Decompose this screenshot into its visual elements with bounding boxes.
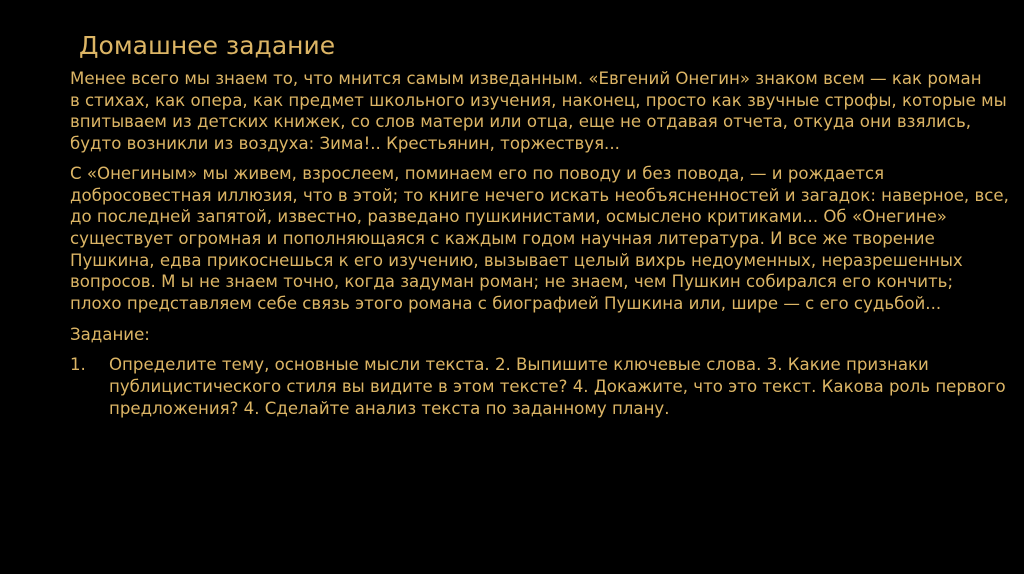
- task-line: Определите тему, основные мысли текста. 2. Выпишите ключевые слова. 3. Какие признаки: [109, 355, 929, 375]
- task-item: [70, 354, 1024, 419]
- paragraph-line: существует огромная и пополняющаяся с каждым годом научная литература. И все же творение: [70, 228, 935, 248]
- paragraph-intro: [70, 68, 1024, 155]
- paragraph-line: Пушкина, едва прикоснешься к его изучению, вызывает целый вихрь недоуменных, неразрешенных: [70, 250, 963, 270]
- task-list: [70, 354, 1024, 419]
- paragraph-line: до последней запятой, известно, разведано пушкинистами, осмыслено критиками... Об «Онегине»: [70, 207, 947, 227]
- paragraph-line: вопросов. М ы не знаем точно, когда задуман роман; не знаем, чем Пушкин собирался его кончить;: [70, 272, 954, 292]
- paragraph-line: плохо представляем себе связь этого романа с биографией Пушкина или, шире — с его судьбой...: [70, 294, 942, 314]
- task-line: публицистического стиля вы видите в этом тексте? 4. Докажите, что это текст. Какова роль первого: [109, 377, 1006, 397]
- paragraph-line: Менее всего мы знаем то, что мнится самым изведанным. «Евгений Онегин» знаком всем — как роман: [70, 69, 982, 88]
- slide-body: [70, 68, 1024, 420]
- paragraph-onegin: [70, 163, 1024, 315]
- paragraph-line: впитываем из детских книжек, со слов матери или отца, еще не отдавая отчета, откуда они взялись,: [70, 112, 972, 132]
- task-heading: Задание:: [70, 324, 150, 344]
- paragraph-line: будто возникли из воздуха: Зима!.. Крестьянин, торжествуя...: [70, 134, 620, 154]
- slide-title: Домашнее задание: [79, 31, 336, 60]
- task-number: 1.: [70, 355, 86, 375]
- paragraph-line: добросовестная иллюзия, что в этой; то книге нечего искать необъясненностей и загадок: наверное, все,: [70, 185, 1009, 205]
- paragraph-line: в стихах, как опера, как предмет школьного изучения, наконец, просто как звучные строфы, которые мы: [70, 90, 1007, 110]
- paragraph-line: С «Онегиным» мы живем, взрослеем, поминаем его по поводу и без повода, — и рождается: [70, 163, 885, 183]
- task-line: предложения? 4. Сделайте анализ текста по заданному плану.: [109, 398, 670, 418]
